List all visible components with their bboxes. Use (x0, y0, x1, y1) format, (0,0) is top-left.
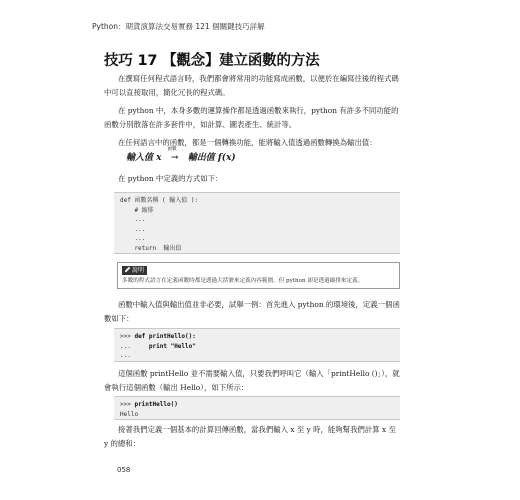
code-prompt: >>> (120, 401, 135, 408)
paragraph-define-syntax: 在 python 中定義的方式如下： (118, 174, 223, 183)
code-line (120, 342, 394, 352)
code-output (120, 410, 394, 420)
function-formula (126, 147, 236, 163)
formula-arrow: 函數 → (167, 147, 179, 163)
code-block-call-printhello (114, 396, 400, 420)
note-label-text: 說明 (132, 267, 145, 274)
paragraph-sum-function: 接著我們定義一個基本的計算回傳函數，當我們輸入 x 至 y 時，能夠幫我們計算 x 至 y 的總和： (104, 425, 396, 448)
note-text: 多數的程式語言在定義函數時都是透過大括號來定義內容範圍，但 python 卻是透過縮排來定義。 (122, 278, 364, 284)
code-block-define-printhello (114, 328, 400, 362)
note-label (122, 266, 147, 275)
running-header: Python：期貨演算法交易實務 121 個關鍵技巧詳解 (92, 22, 265, 31)
code-block-def-syntax (114, 192, 400, 254)
code-prompt: ... (120, 342, 135, 350)
code-line: ... (120, 225, 146, 233)
code-line: return 輸出值 (120, 244, 182, 252)
paragraph-example-intro: 函數中輸入值與輸出值並非必要，試舉一例：首先進入 python 的環境後，定義一個函數如下： (104, 300, 400, 323)
formula-output: 輸出值 f(x) (187, 153, 236, 163)
formula-input: 輸入值 x (126, 153, 162, 163)
pencil-icon (124, 266, 131, 273)
code-prompt: >>> (120, 333, 135, 340)
paragraph-python-functions: 在 python 中，本身多數的運算操作都是透過函數來執行，python 有許多不同功能的函數分別散落在許多套件中，如計算、圖表產生、統計等。 (104, 106, 399, 129)
formula-arrow-label: 函數 (167, 147, 177, 152)
code-line (120, 400, 394, 410)
page-number: 058 (117, 466, 131, 474)
code-line: # 縮排 (120, 206, 154, 214)
code-text: print "Hello" (134, 342, 196, 350)
code-output-text: Hello (120, 410, 139, 418)
code-text: def printHello(): (134, 333, 196, 340)
code-line (120, 332, 394, 342)
code-line: ... (120, 235, 146, 243)
code-line: def 函數名稱 ( 輸入值 ): (120, 197, 199, 204)
paragraph-call-explanation: 這個函數 printHello 並不需要輸入值，只要我們呼叫它（輸入「printHello ()」），就會執行這個函數（輸出 Hello），如下所示： (104, 369, 400, 392)
code-line (120, 351, 394, 361)
paragraph-intro: 在撰寫任何程式語言時，我們都會將常用的功能寫成函數，以便於在編寫往後的程式碼中可以直接取用，簡化冗長的程式碼。 (104, 74, 399, 97)
code-prompt: ... (120, 352, 131, 360)
page-title: 技巧 17 【觀念】建立函數的方法 (104, 53, 320, 69)
note-box (117, 262, 400, 289)
paragraph-function-transform: 在任何語言中的函數，都是一個轉換功能，能將輸入值透過函數轉換為輸出值： (118, 138, 377, 147)
code-line: ... (120, 216, 146, 224)
code-text: printHello() (134, 401, 178, 408)
